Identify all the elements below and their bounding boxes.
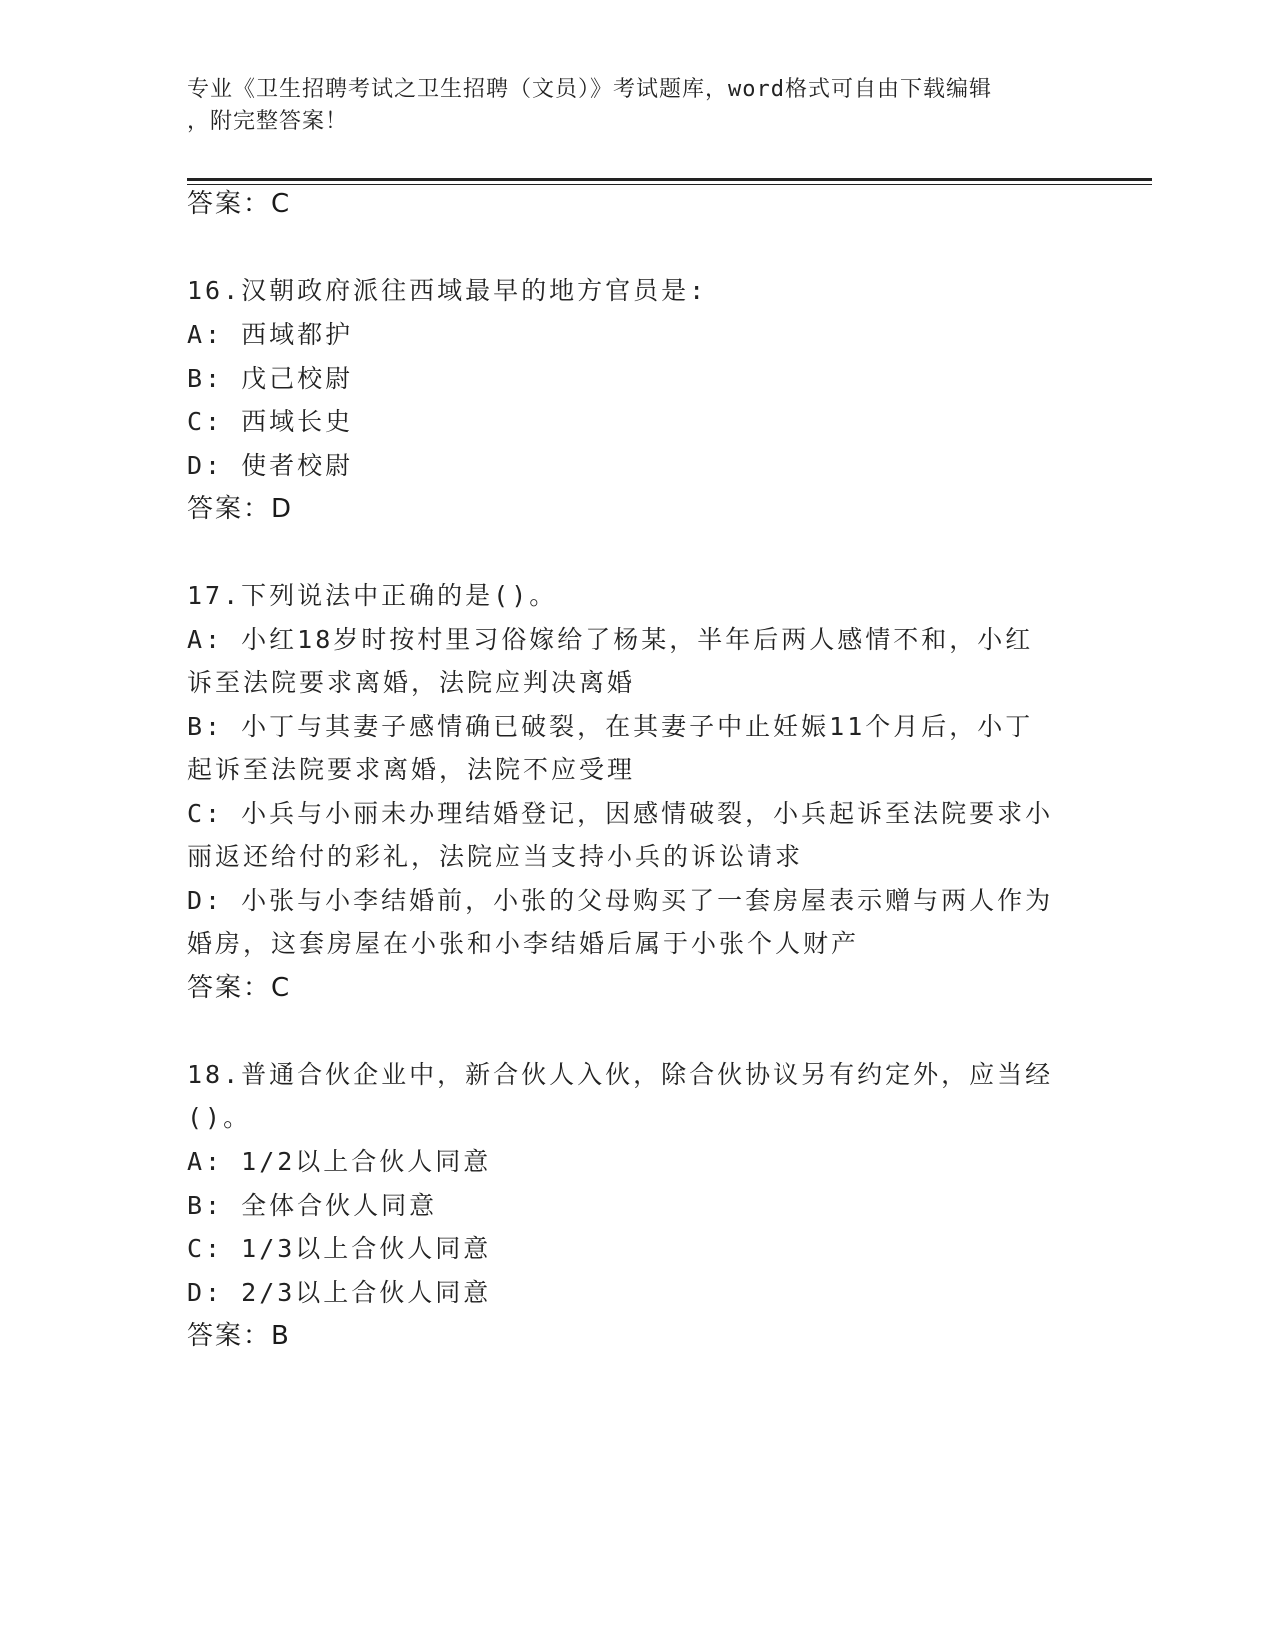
q18-option-a: A: 1/2以上合伙人同意	[187, 1147, 492, 1176]
q16-answer: 答案：D	[187, 494, 294, 524]
header-rule-thin	[187, 184, 1152, 185]
q17-answer: 答案：C	[187, 973, 292, 1003]
q16-option-d: D: 使者校尉	[187, 451, 354, 480]
q16-stem: 16.汉朝政府派往西域最早的地方官员是:	[187, 276, 708, 305]
q17-option-b-cont: 起诉至法院要求离婚，法院不应受理	[187, 755, 636, 784]
document-header	[187, 74, 1067, 138]
q18-stem-cont: ()。	[187, 1103, 252, 1132]
previous-answer: 答案：C	[187, 189, 292, 219]
header-rule-thick	[187, 178, 1152, 181]
header-line-1: 专业《卫生招聘考试之卫生招聘（文员）》考试题库，word格式可自由下载编辑	[187, 77, 992, 102]
q16-option-a: A: 西域都护	[187, 320, 354, 349]
q18-option-d: D: 2/3以上合伙人同意	[187, 1278, 492, 1307]
q17-option-b: B: 小丁与其妻子感情确已破裂，在其妻子中止妊娠11个月后，小丁	[187, 712, 1034, 741]
q18-option-b: B: 全体合伙人同意	[187, 1191, 438, 1220]
q17-option-c-cont: 丽返还给付的彩礼，法院应当支持小兵的诉讼请求	[187, 842, 804, 871]
q18-stem: 18.普通合伙企业中，新合伙人入伙，除合伙协议另有约定外，应当经	[187, 1060, 1054, 1089]
q17-option-d-cont: 婚房，这套房屋在小张和小李结婚后属于小张个人财产	[187, 929, 860, 958]
q17-option-d: D: 小张与小李结婚前，小张的父母购买了一套房屋表示赠与两人作为	[187, 886, 1054, 915]
header-line-2: ，附完整答案！	[187, 109, 349, 134]
q17-option-a: A: 小红18岁时按村里习俗嫁给了杨某，半年后两人感情不和，小红	[187, 625, 1034, 654]
q16-option-b: B: 戊己校尉	[187, 364, 354, 393]
q16-option-c: C: 西域长史	[187, 407, 354, 436]
q17-option-c: C: 小兵与小丽未办理结婚登记，因感情破裂，小兵起诉至法院要求小	[187, 799, 1054, 828]
q17-option-a-cont: 诉至法院要求离婚，法院应判决离婚	[187, 668, 636, 697]
q17-stem: 17.下列说法中正确的是()。	[187, 581, 558, 610]
q18-answer: 答案：B	[187, 1321, 291, 1351]
q18-option-c: C: 1/3以上合伙人同意	[187, 1234, 492, 1263]
